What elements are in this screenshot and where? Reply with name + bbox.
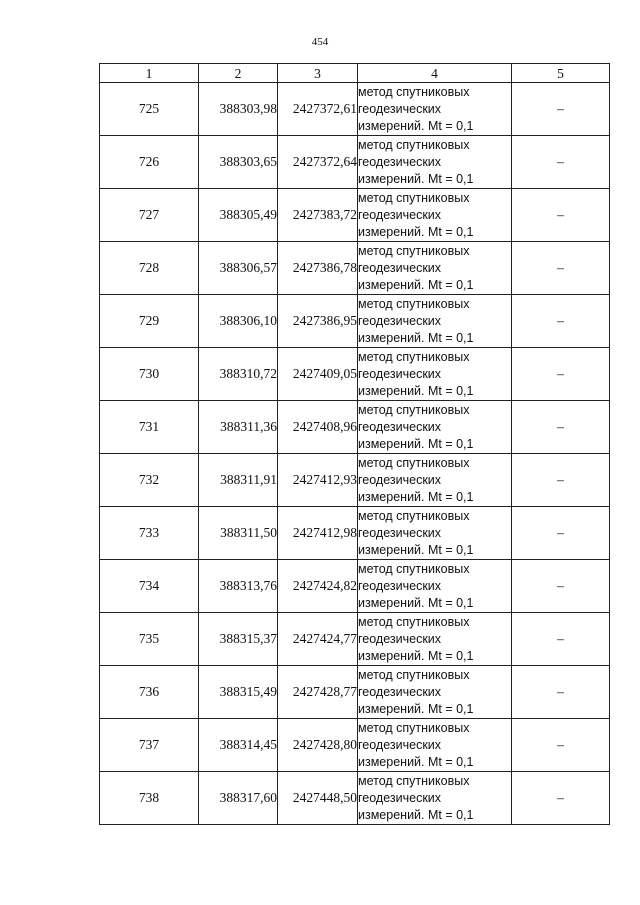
method-line: метод спутниковых (358, 720, 470, 735)
method-line: геодезических (358, 790, 442, 805)
method-line: метод спутниковых (358, 667, 470, 682)
coordinate-y: 2427372,61 (278, 83, 358, 136)
method-line: метод спутниковых (358, 349, 470, 364)
method-line: метод спутниковых (358, 296, 470, 311)
table-row (100, 613, 610, 666)
coordinate-x: 388311,91 (199, 454, 278, 507)
coordinate-x: 388311,50 (199, 507, 278, 560)
method-description (358, 189, 512, 242)
table-row (100, 295, 610, 348)
coordinate-y: 2427424,82 (278, 560, 358, 613)
method-line: измерений. Mt = 0,1 (358, 330, 474, 345)
point-number: 728 (100, 242, 199, 295)
column-header-4: 4 (358, 64, 512, 83)
point-number: 729 (100, 295, 199, 348)
coordinate-y: 2427386,95 (278, 295, 358, 348)
method-line: метод спутниковых (358, 402, 470, 417)
point-number: 736 (100, 666, 199, 719)
method-line: измерений. Mt = 0,1 (358, 754, 474, 769)
point-number: 732 (100, 454, 199, 507)
table-row (100, 666, 610, 719)
method-line: метод спутниковых (358, 243, 470, 258)
method-line: геодезических (358, 260, 442, 275)
table-row (100, 560, 610, 613)
column-header-3: 3 (278, 64, 358, 83)
method-description (358, 242, 512, 295)
method-line: измерений. Mt = 0,1 (358, 701, 474, 716)
note-dash: – (512, 401, 610, 454)
method-description (358, 507, 512, 560)
method-line: измерений. Mt = 0,1 (358, 224, 474, 239)
method-line: метод спутниковых (358, 508, 470, 523)
coordinate-y: 2427386,78 (278, 242, 358, 295)
method-line: геодезических (358, 207, 442, 222)
method-line: геодезических (358, 154, 442, 169)
point-number: 733 (100, 507, 199, 560)
point-number: 726 (100, 136, 199, 189)
table-row (100, 136, 610, 189)
point-number: 731 (100, 401, 199, 454)
method-line: геодезических (358, 419, 442, 434)
coordinate-x: 388311,36 (199, 401, 278, 454)
coordinate-y: 2427412,93 (278, 454, 358, 507)
note-dash: – (512, 136, 610, 189)
note-dash: – (512, 507, 610, 560)
method-line: геодезических (358, 525, 442, 540)
coordinate-x: 388317,60 (199, 772, 278, 825)
method-line: метод спутниковых (358, 773, 470, 788)
column-header-2: 2 (199, 64, 278, 83)
method-description (358, 136, 512, 189)
table-row (100, 83, 610, 136)
table-row (100, 719, 610, 772)
table-row (100, 507, 610, 560)
method-description (358, 613, 512, 666)
method-line: геодезических (358, 684, 442, 699)
note-dash: – (512, 666, 610, 719)
coordinate-y: 2427424,77 (278, 613, 358, 666)
note-dash: – (512, 772, 610, 825)
method-line: метод спутниковых (358, 137, 470, 152)
method-line: метод спутниковых (358, 190, 470, 205)
method-line: измерений. Mt = 0,1 (358, 648, 474, 663)
coordinate-y: 2427428,77 (278, 666, 358, 719)
coordinates-table (99, 63, 610, 825)
note-dash: – (512, 454, 610, 507)
point-number: 734 (100, 560, 199, 613)
coordinate-x: 388306,10 (199, 295, 278, 348)
coordinate-x: 388310,72 (199, 348, 278, 401)
coordinate-x: 388303,65 (199, 136, 278, 189)
note-dash: – (512, 719, 610, 772)
table-row (100, 401, 610, 454)
note-dash: – (512, 348, 610, 401)
method-description (358, 666, 512, 719)
coordinate-x: 388315,49 (199, 666, 278, 719)
coordinate-x: 388306,57 (199, 242, 278, 295)
method-line: измерений. Mt = 0,1 (358, 383, 474, 398)
coordinate-x: 388303,98 (199, 83, 278, 136)
table-row (100, 242, 610, 295)
coordinate-y: 2427408,96 (278, 401, 358, 454)
point-number: 727 (100, 189, 199, 242)
method-description (358, 295, 512, 348)
note-dash: – (512, 560, 610, 613)
column-header-1: 1 (100, 64, 199, 83)
note-dash: – (512, 189, 610, 242)
method-line: измерений. Mt = 0,1 (358, 542, 474, 557)
method-line: метод спутниковых (358, 614, 470, 629)
method-line: метод спутниковых (358, 84, 470, 99)
note-dash: – (512, 83, 610, 136)
table-body (100, 83, 610, 825)
method-line: геодезических (358, 737, 442, 752)
coordinate-y: 2427409,05 (278, 348, 358, 401)
point-number: 730 (100, 348, 199, 401)
page-number: 454 (311, 36, 329, 48)
method-line: измерений. Mt = 0,1 (358, 595, 474, 610)
table-row (100, 189, 610, 242)
method-line: метод спутниковых (358, 561, 470, 576)
method-description (358, 719, 512, 772)
point-number: 737 (100, 719, 199, 772)
method-description (358, 348, 512, 401)
point-number: 725 (100, 83, 199, 136)
coordinate-y: 2427372,64 (278, 136, 358, 189)
method-line: геодезических (358, 578, 442, 593)
coordinate-y: 2427383,72 (278, 189, 358, 242)
note-dash: – (512, 613, 610, 666)
method-line: геодезических (358, 631, 442, 646)
method-description (358, 454, 512, 507)
method-line: измерений. Mt = 0,1 (358, 807, 474, 822)
coordinate-y: 2427412,98 (278, 507, 358, 560)
method-line: измерений. Mt = 0,1 (358, 118, 474, 133)
header-row (100, 64, 610, 83)
method-line: измерений. Mt = 0,1 (358, 171, 474, 186)
point-number: 738 (100, 772, 199, 825)
method-line: геодезических (358, 313, 442, 328)
method-description (358, 772, 512, 825)
coordinate-x: 388313,76 (199, 560, 278, 613)
method-line: измерений. Mt = 0,1 (358, 436, 474, 451)
table-row (100, 454, 610, 507)
coordinate-y: 2427448,50 (278, 772, 358, 825)
method-line: измерений. Mt = 0,1 (358, 489, 474, 504)
point-number: 735 (100, 613, 199, 666)
method-description (358, 83, 512, 136)
note-dash: – (512, 242, 610, 295)
column-header-5: 5 (512, 64, 610, 83)
method-line: геодезических (358, 366, 442, 381)
method-line: метод спутниковых (358, 455, 470, 470)
method-line: геодезических (358, 101, 442, 116)
method-description (358, 560, 512, 613)
coordinate-y: 2427428,80 (278, 719, 358, 772)
coordinate-x: 388315,37 (199, 613, 278, 666)
note-dash: – (512, 295, 610, 348)
coordinate-x: 388305,49 (199, 189, 278, 242)
method-description (358, 401, 512, 454)
coordinate-x: 388314,45 (199, 719, 278, 772)
table-row (100, 772, 610, 825)
method-line: геодезических (358, 472, 442, 487)
table-row (100, 348, 610, 401)
method-line: измерений. Mt = 0,1 (358, 277, 474, 292)
